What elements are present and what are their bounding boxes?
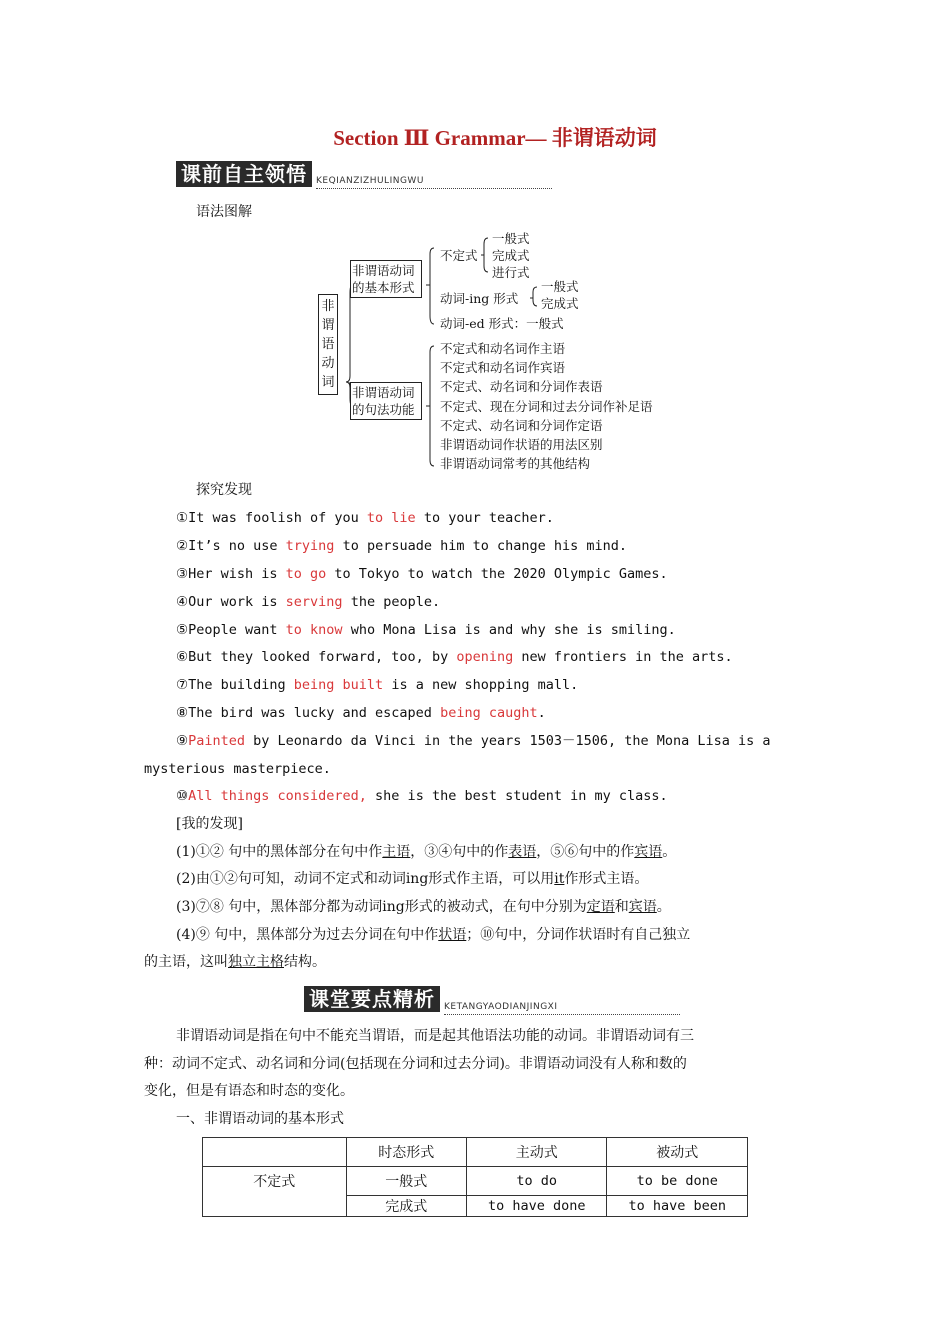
diagram-function: 不定式、动名词和分词作定语	[440, 418, 603, 433]
example-sentence: ④Our work is serving the people.	[176, 594, 441, 610]
example-sentence: ②It’s no use trying to persuade him to change his mind.	[176, 538, 628, 554]
section-banner-lesson	[304, 987, 440, 1011]
table-cell: to be done	[607, 1167, 748, 1196]
example-sentence: ③Her wish is to go to Tokyo to watch the 2020 Olympic Games.	[176, 566, 668, 582]
diagram-inf-form: 进行式	[492, 265, 530, 280]
example-sentence: ⑧The bird was lucky and escaped being caught.	[176, 705, 546, 721]
diagram-branch-functions: 非谓语动词的句法功能	[350, 382, 422, 420]
intro-line: 非谓语动词是指在句中不能充当谓语，而是起其他语法功能的动词。非谓语动词有三	[176, 1028, 694, 1044]
diagram-function: 不定式、现在分词和过去分词作补足语	[440, 399, 653, 414]
finding-item: (4)⑨ 句中，黑体部分为过去分词在句中作状语；⑩句中，分词作状语时有自己独立	[176, 927, 691, 943]
table-header-row	[203, 1138, 748, 1167]
table-header-cell: 被动式	[607, 1138, 748, 1167]
diagram-ing-form: 动词-ing 形式	[440, 291, 519, 306]
example-sentence: ⑤People want to know who Mona Lisa is and why she is smiling.	[176, 622, 676, 638]
table-cell: to have been	[607, 1196, 748, 1217]
diagram-inf-form: 完成式	[492, 248, 530, 263]
diagram-inf-form: 一般式	[492, 231, 530, 246]
finding-item: (2)由①②句可知，动词不定式和动词ing形式作主语，可以用it作形式主语。	[176, 871, 649, 887]
table-cell: to have done	[466, 1196, 607, 1217]
banner-divider	[444, 1014, 680, 1015]
intro-line: 变化，但是有语态和时态的变化。	[144, 1083, 354, 1099]
table-header-cell	[203, 1138, 347, 1167]
section-heading: 一、非谓语动词的基本形式	[176, 1111, 344, 1127]
table-header-cell: 主动式	[466, 1138, 607, 1167]
example-sentence: ①It was foolish of you to lie to your teacher.	[176, 510, 554, 526]
example-sentence: ⑥But they looked forward, too, by opening new frontiers in the arts.	[176, 649, 733, 665]
table-cell: 完成式	[346, 1196, 466, 1217]
banner-subtitle: KEQIANZIZHULINGWU	[316, 176, 424, 186]
banner-subtitle: KETANGYAODIANJINGXI	[444, 1002, 558, 1012]
diagram-branch-basic-forms: 非谓语动词的基本形式	[350, 260, 422, 298]
diagram-function: 不定式、动名词和分词作表语	[440, 379, 603, 394]
findings-heading: [我的发现]	[176, 816, 243, 832]
finding-item: (1)①② 句中的黑体部分在句中作主语，③④句中的作表语，⑤⑥句中的作宾语。	[176, 844, 677, 860]
page-title: Section Ⅲ Grammar— 非谓语动词	[333, 126, 657, 150]
example-sentence: ⑦The building being built is a new shopping mall.	[176, 677, 579, 693]
table-cell: to do	[466, 1167, 607, 1196]
finding-item-continued: 的主语，这叫独立主格结构。	[144, 954, 326, 970]
grammar-diagram	[310, 228, 670, 474]
forms-table	[202, 1137, 748, 1217]
example-sentence-continued: mysterious masterpiece.	[144, 761, 331, 777]
diagram-ing-subform: 一般式	[541, 279, 579, 294]
banner-label: 课堂要点精析	[304, 986, 440, 1012]
finding-item: (3)⑦⑧ 句中，黑体部分都为动词ing形式的被动式，在句中分别为定语和宾语。	[176, 899, 671, 915]
banner-divider	[316, 188, 552, 189]
diagram-function: 非谓语动词常考的其他结构	[440, 456, 591, 471]
intro-line: 种：动词不定式、动名词和分词(包括现在分词和过去分词)。非谓语动词没有人称和数的	[144, 1056, 687, 1072]
section-banner-preview	[176, 162, 312, 186]
table-cell: 一般式	[346, 1167, 466, 1196]
diagram-heading: 语法图解	[196, 204, 252, 220]
diagram-root: 非谓语动词	[318, 294, 338, 395]
diagram-function: 不定式和动名词作主语	[440, 341, 566, 356]
banner-label: 课前自主领悟	[176, 161, 312, 187]
example-sentence: ⑩All things considered, she is the best student in my class.	[176, 788, 668, 804]
table-row	[203, 1167, 748, 1196]
diagram-ed-form: 动词-ed 形式：一般式	[440, 316, 564, 331]
table-row-label: 不定式	[203, 1167, 347, 1217]
explore-heading: 探究发现	[196, 482, 252, 498]
diagram-ing-subform: 完成式	[541, 296, 579, 311]
diagram-function: 不定式和动名词作宾语	[440, 360, 566, 375]
example-sentence: ⑨Painted by Leonardo da Vinci in the years 1503－1506, the Mona Lisa is a	[176, 733, 771, 749]
diagram-infinitive: 不定式	[440, 248, 478, 263]
diagram-function: 非谓语动词作状语的用法区别	[440, 437, 603, 452]
table-header-cell: 时态形式	[346, 1138, 466, 1167]
